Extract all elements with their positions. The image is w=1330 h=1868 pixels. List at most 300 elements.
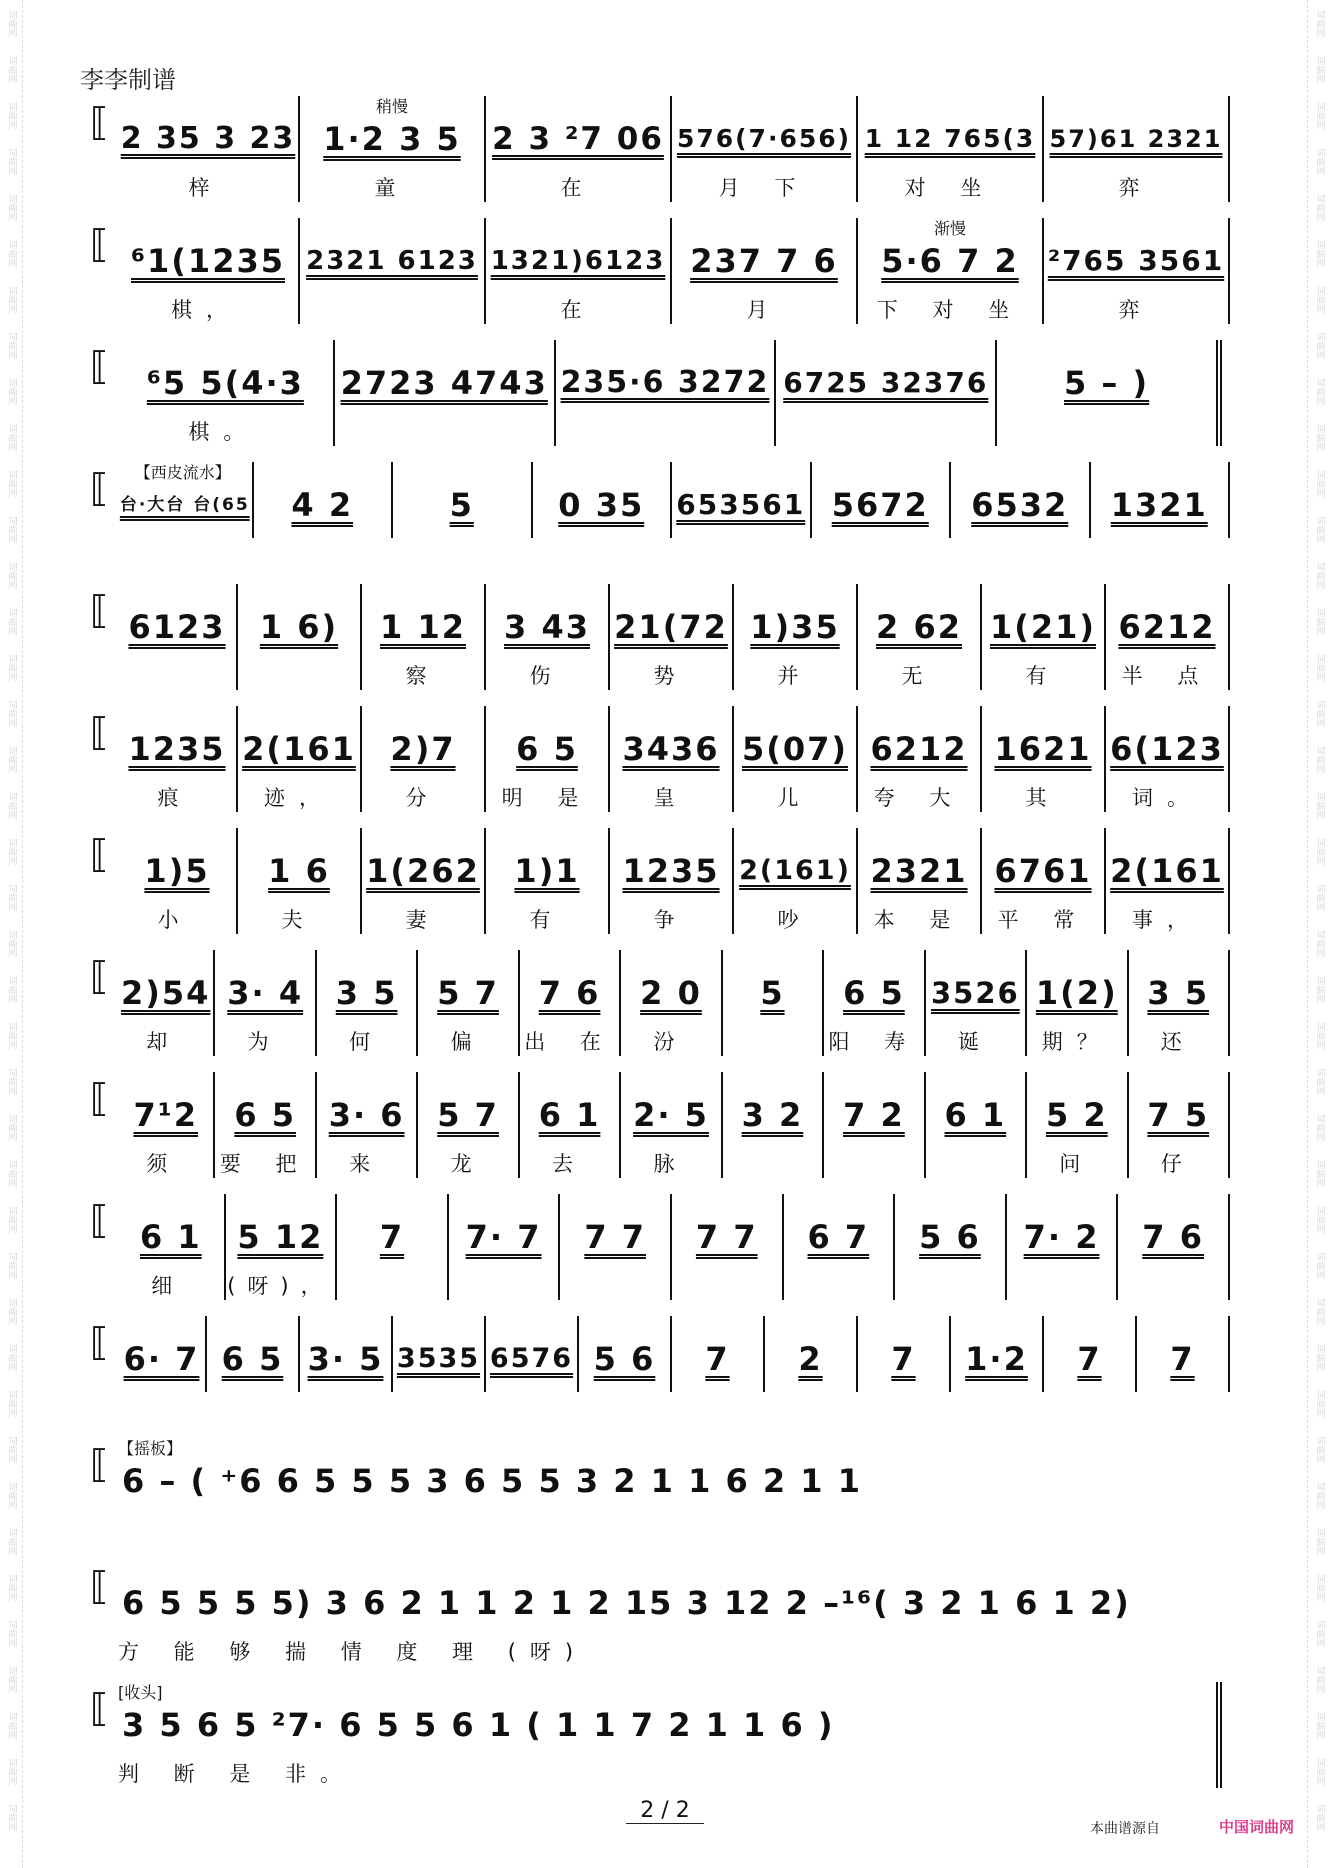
jianpu-notes: 6761 xyxy=(994,852,1092,890)
source-site-link[interactable]: 中国词曲网 xyxy=(1218,1818,1294,1836)
watermark-text: 词曲网 xyxy=(1314,1067,1325,1095)
jianpu-notes: 7· 7 xyxy=(465,1218,542,1256)
lyric-text: 痕 xyxy=(157,786,193,810)
lyric-text: 期？ xyxy=(1041,1030,1112,1054)
lyric-text: 龙 xyxy=(450,1152,486,1176)
score-system xyxy=(90,462,1230,584)
watermark-text: 词曲网 xyxy=(1314,1113,1325,1141)
jianpu-notes: 3 2 xyxy=(741,1096,804,1134)
measure-row xyxy=(114,1682,1230,1788)
measure xyxy=(114,218,300,324)
measure xyxy=(765,1316,858,1392)
watermark-text: 词曲网 xyxy=(6,745,17,773)
jianpu-notes: 6 5 xyxy=(843,974,905,1012)
watermark-text: 词曲网 xyxy=(1314,975,1325,1003)
system-bracket-icon: ⟦ xyxy=(90,832,109,876)
watermark-text: 词曲网 xyxy=(1314,699,1325,727)
watermark-text: 词曲网 xyxy=(1314,745,1325,773)
watermark-text: 词曲网 xyxy=(6,469,17,497)
watermark-text: 词曲网 xyxy=(6,1527,17,1555)
lyric-text: 细 xyxy=(151,1274,187,1298)
arranger-credit: 李李制谱 xyxy=(80,66,176,94)
watermark-text: 词曲网 xyxy=(1314,331,1325,359)
watermark-text: 词曲网 xyxy=(1314,193,1325,221)
measure xyxy=(610,584,734,690)
lyric-text: 皇 xyxy=(653,786,689,810)
jianpu-notes: 6 5 5 5 5) 3 6 2 1 1 2 1 2 15 3 12 2 –¹⁶( 3 2 1 6 1 2) xyxy=(122,1584,1131,1622)
jianpu-notes: 7 xyxy=(1170,1340,1195,1378)
jianpu-notes: 2 0 xyxy=(640,974,702,1012)
jianpu-notes: 1 12 xyxy=(380,608,466,646)
jianpu-notes: 7 7 xyxy=(584,1218,646,1256)
measure xyxy=(812,462,952,538)
measure xyxy=(858,1316,951,1392)
measure xyxy=(317,1072,418,1178)
lyric-text: 妻 xyxy=(405,908,441,932)
measure xyxy=(114,828,238,934)
score-system xyxy=(90,1438,1230,1560)
measure xyxy=(858,828,982,934)
watermark-text: 词曲网 xyxy=(6,1435,17,1463)
watermark-text: 词曲网 xyxy=(1314,1711,1325,1739)
lyric-text: 阳 寿 xyxy=(828,1030,920,1054)
jianpu-notes: 5672 xyxy=(831,486,929,524)
jianpu-notes: 6 1 xyxy=(139,1218,202,1256)
measure-row xyxy=(114,1316,1230,1392)
system-bracket-icon: ⟦ xyxy=(90,710,109,754)
lyric-text: 出 在 xyxy=(524,1030,615,1054)
lyric-text: 梓 xyxy=(188,176,224,200)
system-bracket-icon: ⟦ xyxy=(90,954,109,998)
watermark-text: 词曲网 xyxy=(6,331,17,359)
measure xyxy=(393,462,533,538)
measure xyxy=(114,584,238,690)
measure xyxy=(1044,1316,1137,1392)
lyric-text: 在 xyxy=(560,176,596,200)
measure xyxy=(486,828,610,934)
measure xyxy=(1027,1072,1128,1178)
watermark-text: 词曲网 xyxy=(1314,239,1325,267)
watermark-text: 词曲网 xyxy=(1314,423,1325,451)
lyric-text: 无 xyxy=(901,664,937,688)
jianpu-notes: 7 7 xyxy=(695,1218,758,1256)
jianpu-notes: 653561 xyxy=(676,488,806,521)
watermark-text: 词曲网 xyxy=(1314,561,1325,589)
score-system xyxy=(90,1682,1230,1804)
measure xyxy=(1118,1194,1230,1300)
jianpu-notes: ⁶1(1235 xyxy=(131,242,285,280)
jianpu-notes: 3526 xyxy=(930,976,1020,1010)
jianpu-notes: 7 xyxy=(379,1218,405,1256)
lyric-text: 吵 xyxy=(777,908,813,932)
watermark-text: 词曲网 xyxy=(6,1711,17,1739)
measure xyxy=(114,462,254,538)
jianpu-notes: 57)61 2321 xyxy=(1049,125,1223,153)
measure xyxy=(114,950,215,1056)
watermark-text: 词曲网 xyxy=(1314,1757,1325,1785)
watermark-text: 词曲网 xyxy=(6,1159,17,1187)
lyric-text: 要 把 xyxy=(219,1152,311,1176)
measure xyxy=(560,1194,672,1300)
page-number: 2 / 2 xyxy=(0,1798,1330,1824)
measure xyxy=(621,1072,722,1178)
system-bracket-icon: ⟦ xyxy=(90,1442,109,1486)
lyric-text: 弈 xyxy=(1118,176,1154,200)
measure xyxy=(520,950,621,1056)
lyric-text: 问 xyxy=(1059,1152,1095,1176)
tempo-mark: 【西皮流水】 xyxy=(134,463,231,482)
watermark-text: 词曲网 xyxy=(6,1343,17,1371)
jianpu-notes: 1 6) xyxy=(259,608,339,646)
lyric-text: 月 xyxy=(746,298,782,322)
jianpu-notes: 6576 xyxy=(489,1343,574,1374)
measure xyxy=(982,828,1106,934)
score-system xyxy=(90,218,1230,340)
watermark-text: 词曲网 xyxy=(6,239,17,267)
watermark-text: 词曲网 xyxy=(1314,791,1325,819)
measure xyxy=(114,706,238,812)
watermark-text: 词曲网 xyxy=(6,1297,17,1325)
jianpu-notes: 3· 4 xyxy=(227,974,304,1012)
measure xyxy=(1129,1072,1230,1178)
measure-row xyxy=(114,218,1230,324)
system-bracket-icon: ⟦ xyxy=(90,1686,109,1730)
lyric-text: 争 xyxy=(653,908,689,932)
jianpu-notes: 3· 6 xyxy=(328,1096,405,1134)
jianpu-notes: 5 xyxy=(449,486,474,524)
lyric-text: 弈 xyxy=(1118,298,1154,322)
jianpu-notes: 3535 xyxy=(396,1343,481,1374)
measure xyxy=(533,462,673,538)
measure-row xyxy=(114,1194,1230,1300)
score-system xyxy=(90,1072,1230,1194)
measure-row xyxy=(114,1560,1230,1666)
jianpu-notes: 6 1 xyxy=(538,1096,601,1134)
measure xyxy=(317,950,418,1056)
lyric-text: 察 xyxy=(405,664,441,688)
jianpu-notes: 6532 xyxy=(971,486,1069,524)
lyric-text: 还 xyxy=(1160,1030,1196,1054)
measure xyxy=(723,1072,824,1178)
lyric-text: 月 下 xyxy=(718,176,810,200)
watermark-text: 词曲网 xyxy=(1314,1343,1325,1371)
measure xyxy=(486,218,672,324)
jianpu-notes: 2)7 xyxy=(390,730,456,768)
jianpu-notes: 4 2 xyxy=(291,486,354,524)
jianpu-notes: 7· 2 xyxy=(1023,1218,1100,1256)
lyric-text: 势 xyxy=(653,664,689,688)
lyric-text: 夫 xyxy=(281,908,317,932)
lyric-text: 偏 xyxy=(450,1030,486,1054)
jianpu-notes: 237 7 6 xyxy=(690,242,838,280)
watermark-text: 词曲网 xyxy=(1314,837,1325,865)
watermark-text: 词曲网 xyxy=(6,929,17,957)
measure xyxy=(486,1316,579,1392)
lyric-text: 事， xyxy=(1132,908,1202,932)
measure xyxy=(362,584,486,690)
lyric-text: 分 xyxy=(405,786,441,810)
watermark-text: 词曲网 xyxy=(1314,469,1325,497)
score-system xyxy=(90,1316,1230,1438)
source-label: 本曲谱源自 xyxy=(1090,1821,1160,1837)
measure-row xyxy=(114,340,1230,446)
jianpu-notes: 1 6 xyxy=(268,852,330,890)
watermark-text: 词曲网 xyxy=(1314,101,1325,129)
jianpu-notes: 3436 xyxy=(622,730,720,768)
measure-row xyxy=(114,1072,1230,1178)
system-bracket-icon: ⟦ xyxy=(90,1198,109,1242)
watermark-text: 词曲网 xyxy=(6,1481,17,1509)
measure xyxy=(672,218,858,324)
lyric-text: (呀)， xyxy=(227,1274,334,1298)
watermark-text: 词曲网 xyxy=(1314,55,1325,83)
measure-row xyxy=(114,1438,1230,1514)
measure xyxy=(449,1194,561,1300)
watermark-text: 词曲网 xyxy=(6,1619,17,1647)
lyric-text: 明 是 xyxy=(501,786,593,810)
watermark-text: 词曲网 xyxy=(6,1251,17,1279)
watermark-text: 词曲网 xyxy=(6,1573,17,1601)
jianpu-notes: 0 35 xyxy=(558,486,645,524)
jianpu-notes: 3 43 xyxy=(504,608,590,646)
lyric-text: 伤 xyxy=(529,664,565,688)
jianpu-notes: 5 7 xyxy=(437,974,499,1012)
left-watermark-strip xyxy=(0,0,23,1868)
measure xyxy=(238,828,362,934)
measure xyxy=(1007,1194,1119,1300)
score-system xyxy=(90,340,1230,462)
jianpu-notes: 1(262 xyxy=(366,852,480,890)
measure xyxy=(610,828,734,934)
system-bracket-icon: ⟦ xyxy=(90,1564,109,1608)
watermark-text: 词曲网 xyxy=(6,101,17,129)
measure xyxy=(824,1072,925,1178)
lyric-text: 有 xyxy=(1025,664,1061,688)
measure xyxy=(300,1316,393,1392)
measure xyxy=(1091,462,1231,538)
jianpu-notes: 7¹2 xyxy=(133,1096,198,1134)
jianpu-notes: 1(2) xyxy=(1035,974,1118,1012)
jianpu-notes: 6· 7 xyxy=(123,1340,200,1378)
system-bracket-icon: ⟦ xyxy=(90,466,109,510)
measure xyxy=(1044,218,1230,324)
measure xyxy=(926,1072,1027,1178)
jianpu-notes: 2)54 xyxy=(121,974,211,1012)
watermark-text: 词曲网 xyxy=(6,1113,17,1141)
measure xyxy=(895,1194,1007,1300)
lyric-text: 夸 大 xyxy=(873,786,965,810)
watermark-text: 词曲网 xyxy=(6,1665,17,1693)
lyric-text: 判 断 是 非。 xyxy=(118,1762,356,1786)
jianpu-notes: 1321)6123 xyxy=(490,246,666,276)
jianpu-notes: 2321 xyxy=(870,852,968,890)
measure xyxy=(1106,706,1230,812)
lyric-text: 童 xyxy=(374,176,410,200)
jianpu-notes: 576(7·656) xyxy=(676,124,852,153)
measure xyxy=(207,1316,300,1392)
lyric-text: 棋， xyxy=(171,298,241,322)
jianpu-notes: 1)35 xyxy=(750,608,840,646)
lyric-text: 须 xyxy=(146,1152,182,1176)
measure xyxy=(215,950,316,1056)
jianpu-notes: 5·6 7 2 xyxy=(881,242,1019,280)
watermark-text: 词曲网 xyxy=(1314,377,1325,405)
measure xyxy=(362,706,486,812)
right-watermark-strip xyxy=(1307,0,1330,1868)
jianpu-notes: 1·2 xyxy=(965,1340,1028,1378)
watermark-text: 词曲网 xyxy=(1314,147,1325,175)
score-system xyxy=(90,584,1230,706)
watermark-text: 词曲网 xyxy=(6,975,17,1003)
measure xyxy=(982,584,1106,690)
jianpu-notes: 2(161) xyxy=(739,855,851,886)
lyric-text: 小 xyxy=(157,908,193,932)
watermark-text: 词曲网 xyxy=(6,423,17,451)
score-system xyxy=(90,96,1230,218)
measure xyxy=(238,706,362,812)
measure xyxy=(824,950,925,1056)
measure xyxy=(610,706,734,812)
jianpu-notes: 6 5 xyxy=(234,1096,297,1134)
jianpu-notes: 1)5 xyxy=(144,852,210,890)
score-system xyxy=(90,706,1230,828)
watermark-text: 词曲网 xyxy=(1314,285,1325,313)
watermark-text: 词曲网 xyxy=(1314,1803,1325,1831)
jianpu-notes: 1)1 xyxy=(514,852,580,890)
measure xyxy=(621,950,722,1056)
measure xyxy=(784,1194,896,1300)
tempo-mark: 渐慢 xyxy=(933,219,966,238)
measure xyxy=(114,1682,1222,1788)
lyric-text: 诞 xyxy=(957,1030,993,1054)
tempo-mark: [收头] xyxy=(118,1683,163,1702)
watermark-text: 词曲网 xyxy=(6,1205,17,1233)
jianpu-notes: 5(07) xyxy=(741,730,849,768)
measure xyxy=(300,96,486,202)
watermark-text: 词曲网 xyxy=(1314,9,1325,37)
measure xyxy=(1129,950,1230,1056)
jianpu-notes: 1 12 765(3 xyxy=(864,124,1036,153)
jianpu-notes: 7 xyxy=(1077,1340,1102,1378)
jianpu-notes: 3 5 xyxy=(335,974,398,1012)
lyric-text: 汾 xyxy=(653,1030,689,1054)
watermark-text: 词曲网 xyxy=(1314,1159,1325,1187)
watermark-text: 词曲网 xyxy=(1314,1619,1325,1647)
measure xyxy=(114,1560,1230,1666)
watermark-text: 词曲网 xyxy=(1314,653,1325,681)
measure-row xyxy=(114,950,1230,1056)
lyric-text: 在 xyxy=(560,298,596,322)
watermark-text: 词曲网 xyxy=(6,561,17,589)
measure xyxy=(335,340,556,446)
measure xyxy=(1106,828,1230,934)
watermark-text: 词曲网 xyxy=(1314,1297,1325,1325)
jianpu-notes: 7 xyxy=(705,1340,730,1378)
jianpu-notes: 235·6 3272 xyxy=(560,365,770,400)
measure xyxy=(486,706,610,812)
measure-row xyxy=(114,96,1230,202)
jianpu-notes: ⁶5 5(4·3 xyxy=(146,364,304,402)
jianpu-notes: 5 – ) xyxy=(1064,364,1150,402)
measure xyxy=(300,218,486,324)
lyric-text: 迹， xyxy=(264,786,334,810)
watermark-text: 词曲网 xyxy=(6,285,17,313)
measure xyxy=(362,828,486,934)
system-bracket-icon: ⟦ xyxy=(90,588,109,632)
jianpu-notes: 5 12 xyxy=(237,1218,324,1256)
watermark-text: 词曲网 xyxy=(6,791,17,819)
jianpu-notes: 6 5 xyxy=(516,730,578,768)
jianpu-notes: 2· 5 xyxy=(633,1096,709,1134)
measure xyxy=(1027,950,1128,1056)
watermark-text: 词曲网 xyxy=(6,1021,17,1049)
lyric-text: 何 xyxy=(349,1030,385,1054)
lyric-text: 仔 xyxy=(1160,1152,1196,1176)
measure xyxy=(418,1072,519,1178)
measure xyxy=(215,1072,316,1178)
system-bracket-icon: ⟦ xyxy=(90,344,109,388)
lyric-text: 为 xyxy=(247,1030,283,1054)
lyric-text: 却 xyxy=(146,1030,182,1054)
lyric-text: 对 坐 xyxy=(904,176,996,200)
lyric-text: 其 xyxy=(1025,786,1061,810)
watermark-text: 词曲网 xyxy=(1314,883,1325,911)
measure xyxy=(114,1438,1230,1514)
watermark-text: 词曲网 xyxy=(6,1757,17,1785)
jianpu-notes: 2 62 xyxy=(876,608,962,646)
score-sheet xyxy=(90,96,1230,1804)
watermark-text: 词曲网 xyxy=(6,193,17,221)
jianpu-notes: 2(161 xyxy=(242,730,356,768)
measure xyxy=(579,1316,672,1392)
measure xyxy=(114,340,335,446)
measure xyxy=(951,1316,1044,1392)
jianpu-notes: 2 35 3 23 xyxy=(120,121,296,156)
jianpu-notes: 6 – ( ⁺6 6 5 5 5 3 6 5 5 3 2 1 1 6 2 1 1 xyxy=(122,1462,862,1500)
measure xyxy=(734,706,858,812)
jianpu-notes: 3· 5 xyxy=(307,1340,384,1378)
jianpu-notes: 5 xyxy=(760,974,785,1012)
watermark-text: 词曲网 xyxy=(6,55,17,83)
measure xyxy=(858,706,982,812)
measure xyxy=(672,462,812,538)
watermark-text: 词曲网 xyxy=(6,607,17,635)
measure xyxy=(672,1194,784,1300)
lyric-text: 本 是 xyxy=(873,908,965,932)
lyric-text: 平 常 xyxy=(997,908,1089,932)
measure xyxy=(226,1194,338,1300)
jianpu-notes: 6 5 xyxy=(221,1340,284,1378)
watermark-text: 词曲网 xyxy=(1314,515,1325,543)
jianpu-notes: 7 5 xyxy=(1147,1096,1210,1134)
jianpu-notes: 21(72 xyxy=(614,608,728,646)
jianpu-notes: 6 7 xyxy=(807,1218,870,1256)
measure xyxy=(238,584,362,690)
tempo-mark: 【摇板】 xyxy=(118,1439,183,1458)
watermark-text: 词曲网 xyxy=(1314,1665,1325,1693)
lyric-text: 儿 xyxy=(777,786,813,810)
measure xyxy=(114,1316,207,1392)
watermark-text: 词曲网 xyxy=(6,1067,17,1095)
jianpu-notes: 2321 6123 xyxy=(306,246,478,276)
watermark-text: 词曲网 xyxy=(6,883,17,911)
lyric-text: 方 能 够 揣 情 度 理 (呀) xyxy=(118,1640,588,1664)
watermark-text: 词曲网 xyxy=(1314,1205,1325,1233)
lyric-text: 下 对 坐 xyxy=(876,298,1024,322)
watermark-text: 词曲网 xyxy=(1314,1527,1325,1555)
measure xyxy=(418,950,519,1056)
measure xyxy=(672,96,858,202)
